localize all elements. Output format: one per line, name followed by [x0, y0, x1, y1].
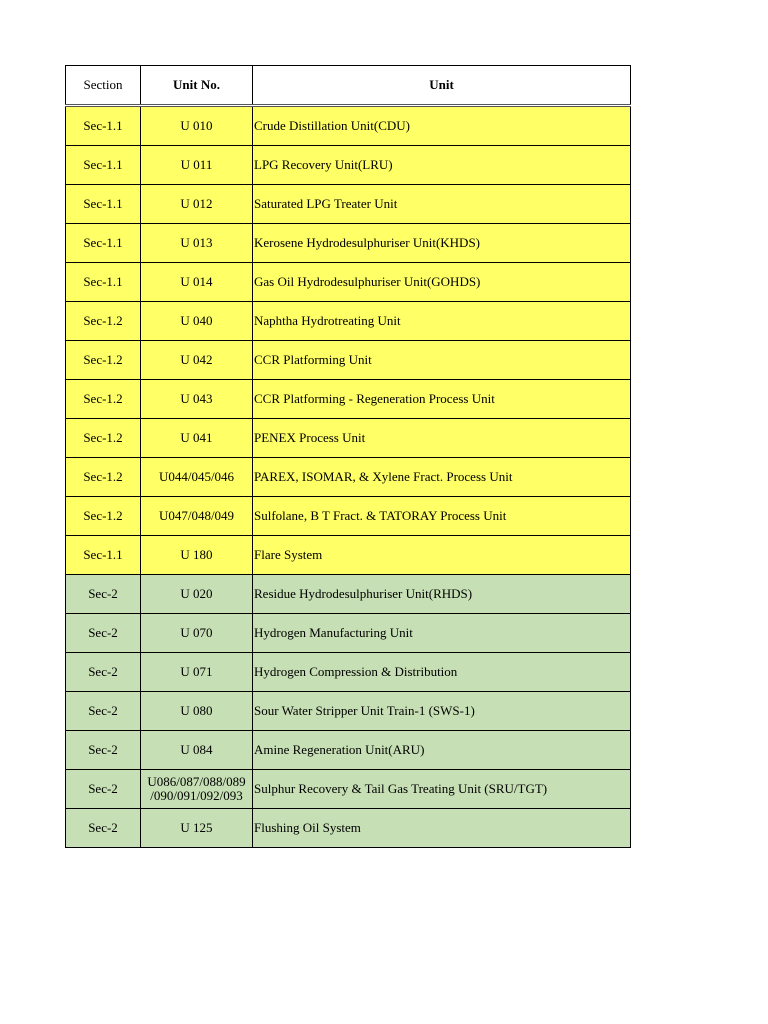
- cell-section: Sec-1.1: [66, 106, 141, 146]
- header-unit: Unit: [253, 66, 631, 106]
- cell-section: Sec-1.2: [66, 497, 141, 536]
- cell-unit-name: Flushing Oil System: [253, 809, 631, 848]
- cell-unit-no: U086/087/088/089 /090/091/092/093: [141, 770, 253, 809]
- cell-section: Sec-1.1: [66, 185, 141, 224]
- cell-section: Sec-1.2: [66, 302, 141, 341]
- cell-unit-name: Crude Distillation Unit(CDU): [253, 106, 631, 146]
- cell-unit-name: Sulfolane, B T Fract. & TATORAY Process Unit: [253, 497, 631, 536]
- table-row: [66, 614, 631, 653]
- cell-section: Sec-1.1: [66, 146, 141, 185]
- table-row: [66, 263, 631, 302]
- cell-unit-no: U 013: [141, 224, 253, 263]
- table-header-row: [66, 66, 631, 106]
- cell-unit-no: U 080: [141, 692, 253, 731]
- cell-unit-no: U 043: [141, 380, 253, 419]
- table-row: [66, 770, 631, 809]
- cell-section: Sec-2: [66, 653, 141, 692]
- table-row: [66, 692, 631, 731]
- cell-unit-name: CCR Platforming - Regeneration Process Unit: [253, 380, 631, 419]
- cell-section: Sec-1.1: [66, 224, 141, 263]
- header-section: Section: [66, 66, 141, 106]
- cell-section: Sec-2: [66, 575, 141, 614]
- table-row: [66, 575, 631, 614]
- table-row: [66, 458, 631, 497]
- cell-unit-name: Naphtha Hydrotreating Unit: [253, 302, 631, 341]
- table-body: [66, 106, 631, 848]
- cell-unit-no: U 071: [141, 653, 253, 692]
- units-table: [65, 65, 631, 848]
- cell-section: Sec-2: [66, 809, 141, 848]
- cell-unit-no: U 180: [141, 536, 253, 575]
- cell-unit-no: U 011: [141, 146, 253, 185]
- cell-unit-name: Residue Hydrodesulphuriser Unit(RHDS): [253, 575, 631, 614]
- table-row: [66, 653, 631, 692]
- table-row: [66, 302, 631, 341]
- cell-unit-no: U 010: [141, 106, 253, 146]
- cell-section: Sec-1.2: [66, 341, 141, 380]
- cell-unit-no: U 012: [141, 185, 253, 224]
- cell-unit-no: U 014: [141, 263, 253, 302]
- cell-unit-no: U 042: [141, 341, 253, 380]
- cell-unit-no: U 041: [141, 419, 253, 458]
- table-row: [66, 536, 631, 575]
- table-row: [66, 185, 631, 224]
- cell-section: Sec-2: [66, 770, 141, 809]
- table-row: [66, 497, 631, 536]
- table-row: [66, 224, 631, 263]
- cell-unit-no: U044/045/046: [141, 458, 253, 497]
- table-row: [66, 380, 631, 419]
- cell-section: Sec-1.2: [66, 458, 141, 497]
- cell-unit-name: Sour Water Stripper Unit Train-1 (SWS-1): [253, 692, 631, 731]
- cell-section: Sec-1.2: [66, 419, 141, 458]
- cell-unit-no: U 040: [141, 302, 253, 341]
- header-unit-no: Unit No.: [141, 66, 253, 106]
- table-row: [66, 146, 631, 185]
- cell-section: Sec-1.1: [66, 536, 141, 575]
- cell-unit-name: Saturated LPG Treater Unit: [253, 185, 631, 224]
- cell-unit-name: Flare System: [253, 536, 631, 575]
- cell-section: Sec-2: [66, 614, 141, 653]
- cell-unit-no: U 070: [141, 614, 253, 653]
- table-row: [66, 731, 631, 770]
- cell-unit-no: U047/048/049: [141, 497, 253, 536]
- cell-unit-no: U 125: [141, 809, 253, 848]
- cell-unit-name: Gas Oil Hydrodesulphuriser Unit(GOHDS): [253, 263, 631, 302]
- cell-unit-name: Sulphur Recovery & Tail Gas Treating Unit (SRU/TGT): [253, 770, 631, 809]
- cell-section: Sec-2: [66, 731, 141, 770]
- cell-unit-name: Amine Regeneration Unit(ARU): [253, 731, 631, 770]
- cell-unit-no: U 020: [141, 575, 253, 614]
- cell-unit-name: Hydrogen Manufacturing Unit: [253, 614, 631, 653]
- table-row: [66, 341, 631, 380]
- cell-section: Sec-1.1: [66, 263, 141, 302]
- cell-unit-name: CCR Platforming Unit: [253, 341, 631, 380]
- cell-unit-name: PAREX, ISOMAR, & Xylene Fract. Process Unit: [253, 458, 631, 497]
- table-row: [66, 106, 631, 146]
- table-row: [66, 809, 631, 848]
- cell-unit-name: PENEX Process Unit: [253, 419, 631, 458]
- cell-section: Sec-1.2: [66, 380, 141, 419]
- cell-unit-name: LPG Recovery Unit(LRU): [253, 146, 631, 185]
- cell-section: Sec-2: [66, 692, 141, 731]
- cell-unit-no: U 084: [141, 731, 253, 770]
- table-row: [66, 419, 631, 458]
- cell-unit-name: Hydrogen Compression & Distribution: [253, 653, 631, 692]
- cell-unit-name: Kerosene Hydrodesulphuriser Unit(KHDS): [253, 224, 631, 263]
